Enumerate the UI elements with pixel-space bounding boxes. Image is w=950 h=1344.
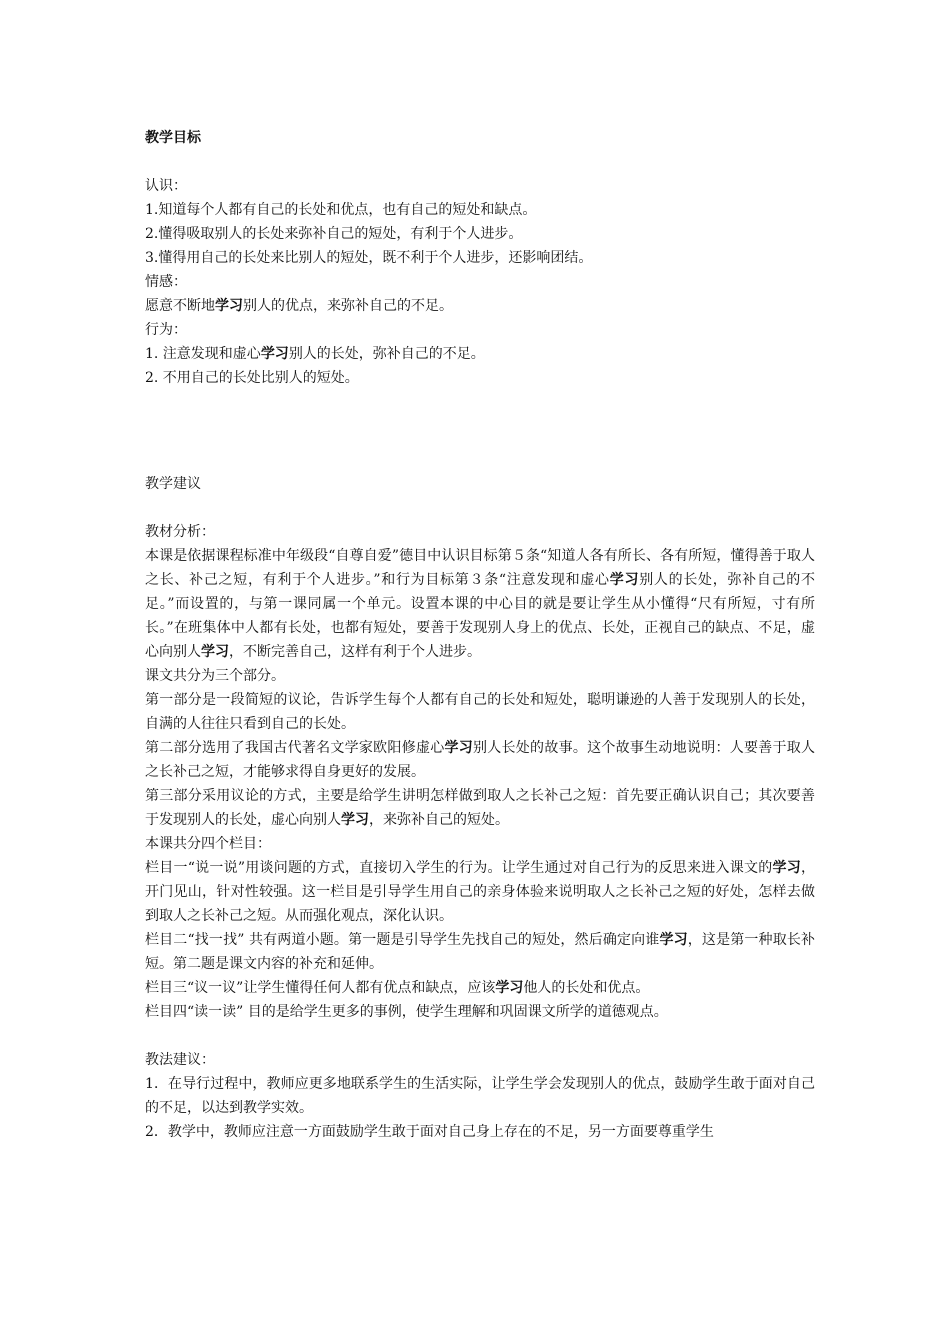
column-2 (145, 928, 815, 976)
analysis-label: 教材分析： (145, 524, 215, 540)
bold-keyword: 学习 (260, 346, 289, 362)
cognition-label: 认识： (145, 178, 187, 194)
text-run: ，开门见山，针对性较强。这一栏目是引导学生用自己的亲身体验来说明取人之长补己之短的好处，怎样去做到取人之长补己之短。从而强化观点，深化认识。 (145, 860, 816, 924)
behavior-item-1 (145, 342, 815, 366)
method-label: 教法建议： (145, 1052, 215, 1068)
section-title-suggestions: 教学建议 (145, 476, 201, 492)
text-run: 1. 注意发现和虚心 (145, 346, 261, 362)
text-run: 别人长处的故事。这个故事生动地说明：人要善于取人之长补己之短，才能够求得自身更好的发展。 (145, 740, 816, 780)
method-1: 1．在导行过程中，教师应更多地联系学生的生活实际，让学生学会发现别人的优点，鼓励学生敢于面对自己的不足，以达到教学实效。 (145, 1076, 815, 1116)
text-run: 第三部分采用议论的方式，主要是给学生讲明怎样做到取人之长补己之短：首先要正确认识自己；其次要善于发现别人的长处，虚心向别人 (145, 788, 815, 828)
emotion-text (145, 294, 815, 318)
column-3 (145, 976, 815, 1000)
section-title-goals: 教学目标 (145, 130, 201, 146)
document-page (145, 126, 815, 1144)
bold-keyword: 学习 (341, 812, 369, 828)
text-run: 别人的长处，弥补自己的不足。 (288, 346, 485, 362)
parts-intro: 课文共分为三个部分。 (145, 668, 285, 684)
cognition-item-1: 1.知道每个人都有自己的长处和优点，也有自己的短处和缺点。 (145, 202, 537, 218)
part-1: 第一部分是一段简短的议论，告诉学生每个人都有自己的长处和短处，聪明谦逊的人善于发现别人的长处，自满的人往往只看到自己的长处。 (145, 692, 815, 732)
part-2 (145, 736, 815, 784)
bold-keyword: 学习 (201, 644, 229, 660)
behavior-label: 行为： (145, 322, 187, 338)
bold-keyword: 学习 (215, 298, 243, 314)
text-run: ，来弥补自己的短处。 (369, 812, 509, 828)
text-run: 栏目二“找一找” 共有两道小题。第一题是引导学生先找自己的短处，然后确定向谁 (145, 932, 660, 948)
cognition-item-3: 3.懂得用自己的长处来比别人的短处，既不利于个人进步，还影响团结。 (145, 250, 593, 266)
text-run: 愿意不断地 (145, 298, 215, 314)
cognition-item-2: 2.懂得吸取别人的长处来弥补自己的短处，有利于个人进步。 (145, 226, 523, 242)
part-3 (145, 784, 815, 832)
text-run: ，这是第一种取长补短。第二题是课文内容的补充和延伸。 (145, 932, 816, 972)
bold-keyword: 学习 (659, 932, 688, 948)
behavior-item-2: 2. 不用自己的长处比别人的短处。 (145, 370, 359, 386)
text-run: ，不断完善自己，这样有利于个人进步。 (229, 644, 481, 660)
text-run: 别人的优点，来弥补自己的不足。 (243, 298, 453, 314)
spacer (145, 1024, 815, 1048)
emotion-label: 情感： (145, 274, 187, 290)
columns-intro: 本课共分四个栏目： (145, 836, 271, 852)
column-4: 栏目四“读一读” 目的是给学生更多的事例，使学生理解和巩固课文所学的道德观点。 (145, 1004, 668, 1020)
method-2: 2．教学中，教师应注意一方面鼓励学生敢于面对自己身上存在的不足，另一方面要尊重学生 (145, 1124, 714, 1140)
text-run: 栏目三“议一议”让学生懂得任何人都有优点和缺点，应该 (145, 980, 496, 996)
text-run: 本课是依据课程标准中年级段“自尊自爱”德目中认识目标第５条“知道人各有所长、各有所短，懂得善于取人之长、补己之短，有利于个人进步。”和行为目标第３条“注意发现和虚心 (145, 548, 815, 588)
spacer (145, 496, 815, 520)
bold-keyword: 学习 (444, 740, 474, 756)
analysis-paragraph (145, 544, 815, 664)
column-1 (145, 856, 815, 928)
text-run: 他人的长处和优点。 (523, 980, 650, 996)
bold-keyword: 学习 (609, 572, 640, 588)
bold-keyword: 学习 (495, 980, 524, 996)
text-run: 第二部分选用了我国古代著名文学家欧阳修虚心 (145, 740, 445, 756)
bold-keyword: 学习 (772, 860, 802, 876)
text-run: 别人的长处，弥补自己的不足。”而设置的，与第一课同属一个单元。设置本课的中心目的就是要让学生从小懂得“尺有所短，寸有所长。”在班集体中人都有长处，也都有短处，要善于发现别人身上的优点、长处，正视自己的缺点、不足，虚心向别人 (145, 572, 815, 660)
text-run: 栏目一“说一说”用谈问题的方式，直接切入学生的行为。让学生通过对自己行为的反思来进入课文的 (145, 860, 773, 876)
spacer (145, 150, 815, 174)
spacer (145, 390, 815, 472)
